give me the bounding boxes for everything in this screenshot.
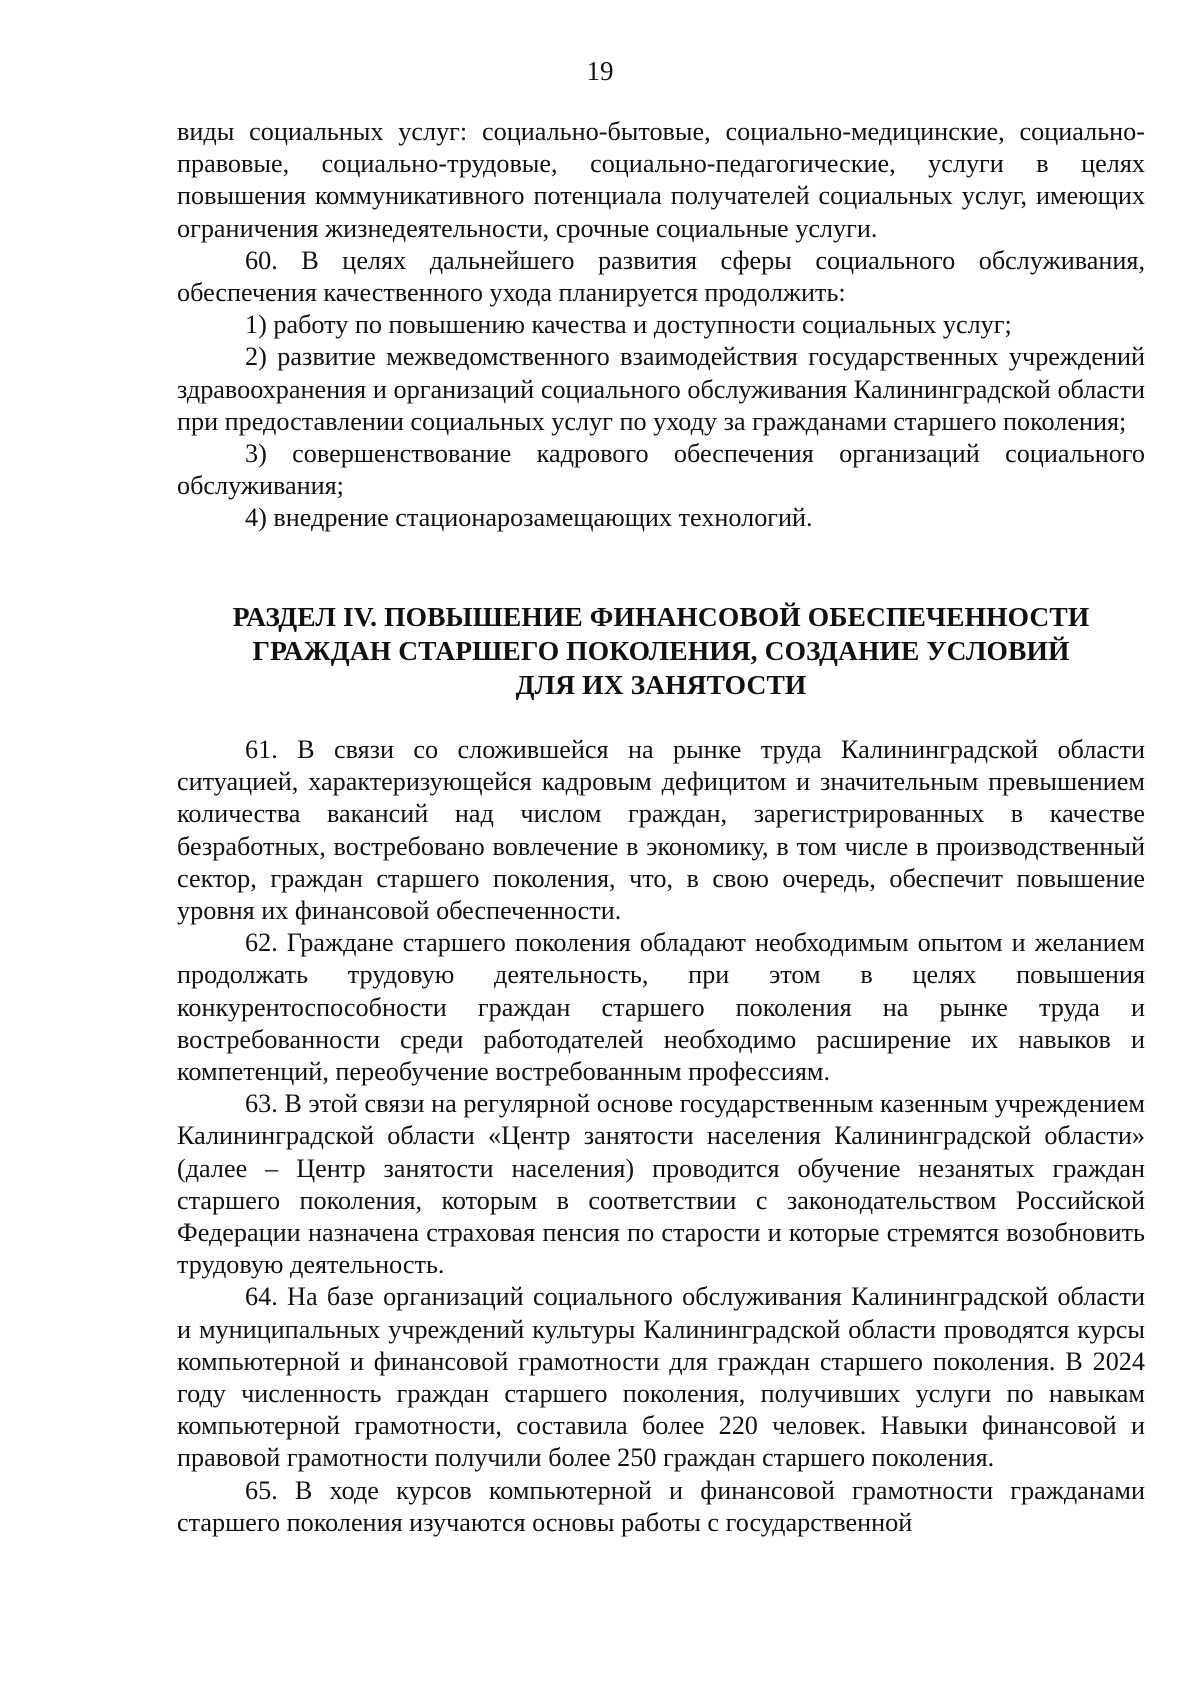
- top-text-block: [177, 116, 1145, 535]
- paragraph-62: 62. Граждане старшего поколения обладают необходимым опытом и желанием продолжать трудовую деятельность, при этом в целях повышения конкурентоспособности граждан старшего поколения на рынке труда и востребованности среди работодателей необходимо расширение их навыков и компетенций, переобучение востребованным профессиям.: [177, 928, 1145, 1087]
- paragraph-60: 60. В целях дальнейшего развития сферы социального обслуживания, обеспечения качественного ухода планируется продолжить:: [177, 245, 1145, 308]
- paragraph-service-types: виды социальных услуг: социально-бытовые, социально-медицинские, социально-правовые, социально-трудовые, социально-педагогические, услуги в целях повышения коммуникативного потенциала получателей социальных услуг, имеющих ограничения жизнедеятельности, срочные социальные услуги.: [177, 117, 1145, 243]
- section-heading-line: ДЛЯ ИХ ЗАНЯТОСТИ: [515, 669, 807, 700]
- paragraph-65: 65. В ходе курсов компьютерной и финансовой грамотности гражданами старшего поколения изучаются основы работы с государственной: [177, 1475, 1145, 1537]
- paragraph-61: 61. В связи со сложившейся на рынке труда Калининградской области ситуацией, характеризующейся кадровым дефицитом и значительным превышением количества вакансий над числом граждан, зарегистрированных в качестве безработных, востребовано вовлечение в экономику, в том числе в производственный сектор, граждан старшего поколения, что, в свою очередь, обеспечит повышение уровня их финансовой обеспеченности.: [177, 735, 1145, 926]
- section-heading-line: РАЗДЕЛ IV. ПОВЫШЕНИЕ ФИНАНСОВОЙ ОБЕСПЕЧЕННОСТИ: [232, 601, 1090, 632]
- section-heading-line: ГРАЖДАН СТАРШЕГО ПОКОЛЕНИЯ, СОЗДАНИЕ УСЛОВИЙ: [252, 635, 1070, 666]
- paragraph-64: 64. На базе организаций социального обслуживания Калининградской области и муниципальных учреждений культуры Калининградской области проводятся курсы компьютерной и финансовой грамотности для граждан старшего поколения. В 2024 году численность граждан старшего поколения, получивших услуги по навыкам компьютерной грамотности, составила более 220 человек. Навыки финансовой и правовой грамотности получили более 250 граждан старшего поколения.: [177, 1282, 1145, 1473]
- section-heading: [177, 600, 1145, 702]
- bottom-text-block: [177, 734, 1145, 1539]
- page-number: 19: [586, 56, 614, 86]
- list-item-3: 3) совершенствование кадрового обеспечения организаций социального обслуживания;: [177, 439, 1145, 501]
- list-item-1: 1) работу по повышению качества и доступности социальных услуг;: [245, 310, 1012, 340]
- list-item-4: 4) внедрение стационарозамещающих технологий.: [245, 503, 813, 533]
- paragraph-63: 63. В этой связи на регулярной основе государственным казенным учреждением Калининградской области «Центр занятости населения Калининградской области» (далее – Центр занятости населения) проводится обучение незанятых граждан старшего поколения, которым в соответствии с законодательством Российской Федерации назначена страховая пенсия по старости и которые стремятся возобновить трудовую деятельность.: [177, 1089, 1145, 1280]
- list-item-2: 2) развитие межведомственного взаимодействия государственных учреждений здравоохранения и организаций социального обслуживания Калининградской области при предоставлении социальных услуг по уходу за гражданами старшего поколения;: [177, 342, 1145, 436]
